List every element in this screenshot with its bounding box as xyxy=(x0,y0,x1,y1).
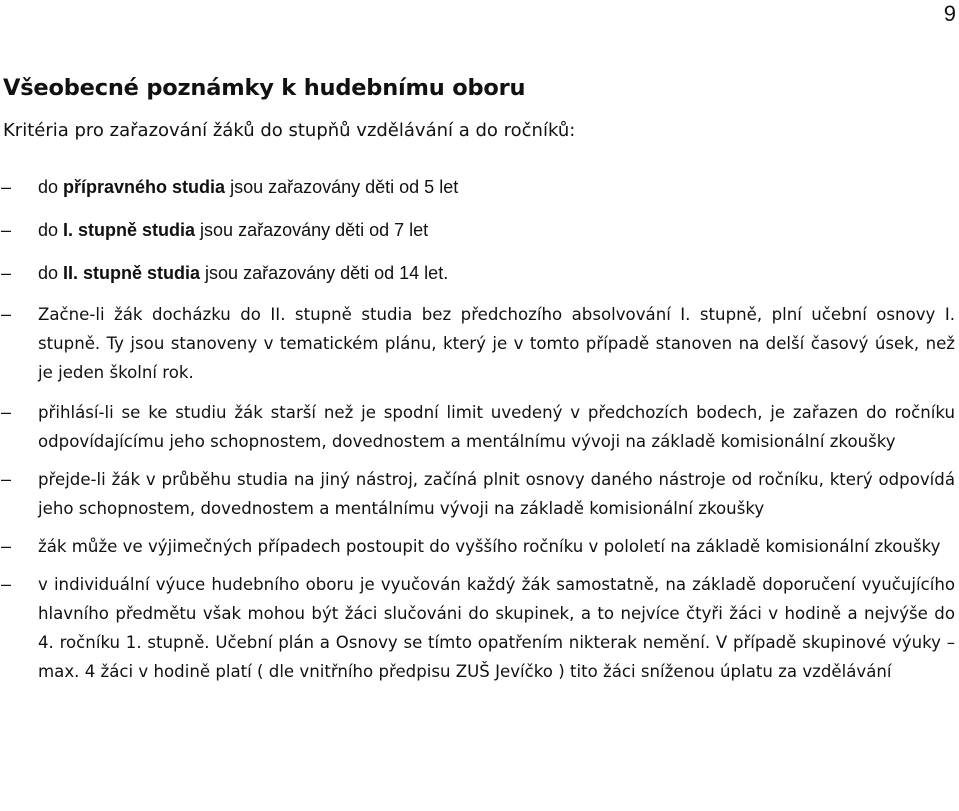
item-text-post: jsou zařazovány děti od 5 let xyxy=(225,177,459,197)
list-item-individual-lessons xyxy=(0,570,959,686)
dash-bullet: – xyxy=(1,263,12,283)
item-text: přihlásí-li se ke studiu žák starší než je spodní limit uvedený v předchozích bodech, je zařazen do ročníku odpovídajícímu jeho schopnostem, dovednostem a mentálnímu vývoji na základě komisionální zkoušky xyxy=(38,403,955,451)
item-text: v individuální výuce hudebního oboru je vyučován každý žák samostatně, na základě doporučení vyučujícího hlavního předmětu však mohou být žáci slučováni do skupinek, a to nejvíce čtyři žáci v hodině a nejvýše do 4. ročníku 1. stupně. Učební plán a Osnovy se tímto opatřením nikterak nemění. V případě skupinové výuky – max. 4 žáci v hodině platí ( dle vnitřního předpisu ZUŠ Jevíčko ) tito žáci sníženou úplatu za vzdělávání xyxy=(38,575,955,681)
item-text-pre: do xyxy=(38,263,64,283)
item-text: Začne-li žák docházku do II. stupně studia bez předchozího absolvování I. stupně, plní učební osnovy I. stupně. Ty jsou stanoveny v tematickém plánu, který je v tomto případě stanoven na delší časový úsek, než je jeden školní rok. xyxy=(38,305,955,382)
criteria-subheading: Kritéria pro zařazování žáků do stupňů vzdělávání a do ročníků: xyxy=(3,120,576,141)
item-text: přejde-li žák v průběhu studia na jiný nástroj, začíná plnit osnovy daného nástroje od ročníku, který odpovídá jeho schopnostem, dovednostem a mentálnímu vývoji na základě komisionální zkoušky xyxy=(38,470,955,518)
list-item-preparatory xyxy=(0,173,959,202)
dash-bullet: – xyxy=(1,304,12,324)
list-item-advance xyxy=(0,532,959,561)
item-text-bold: I. stupně studia xyxy=(63,220,196,240)
item-text-pre: do xyxy=(38,220,64,240)
dash-bullet: – xyxy=(1,469,12,489)
item-text-post: jsou zařazovány děti od 14 let. xyxy=(200,263,449,283)
criteria-list xyxy=(0,173,959,686)
item-text-bold: přípravného studia xyxy=(63,177,226,197)
list-item-second-stage xyxy=(0,259,959,288)
item-text: žák může ve výjimečných případech postoupit do vyššího ročníku v pololetí na základě komisionální zkoušky xyxy=(38,537,941,556)
dash-bullet: – xyxy=(1,536,12,556)
list-item-second-stage-note xyxy=(0,300,959,387)
item-text-pre: do xyxy=(38,177,64,197)
item-text-bold: II. stupně studia xyxy=(63,263,201,283)
list-item-first-stage xyxy=(0,216,959,245)
list-item-instrument-change xyxy=(0,465,959,523)
dash-bullet: – xyxy=(1,574,12,594)
page-heading: Všeobecné poznámky k hudebnímu oboru xyxy=(3,75,526,101)
list-item-older-student xyxy=(0,398,959,456)
item-text-post: jsou zařazovány děti od 7 let xyxy=(195,220,429,240)
dash-bullet: – xyxy=(1,402,12,422)
page-number: 9 xyxy=(943,1,956,26)
dash-bullet: – xyxy=(1,220,12,240)
dash-bullet: – xyxy=(1,177,12,197)
